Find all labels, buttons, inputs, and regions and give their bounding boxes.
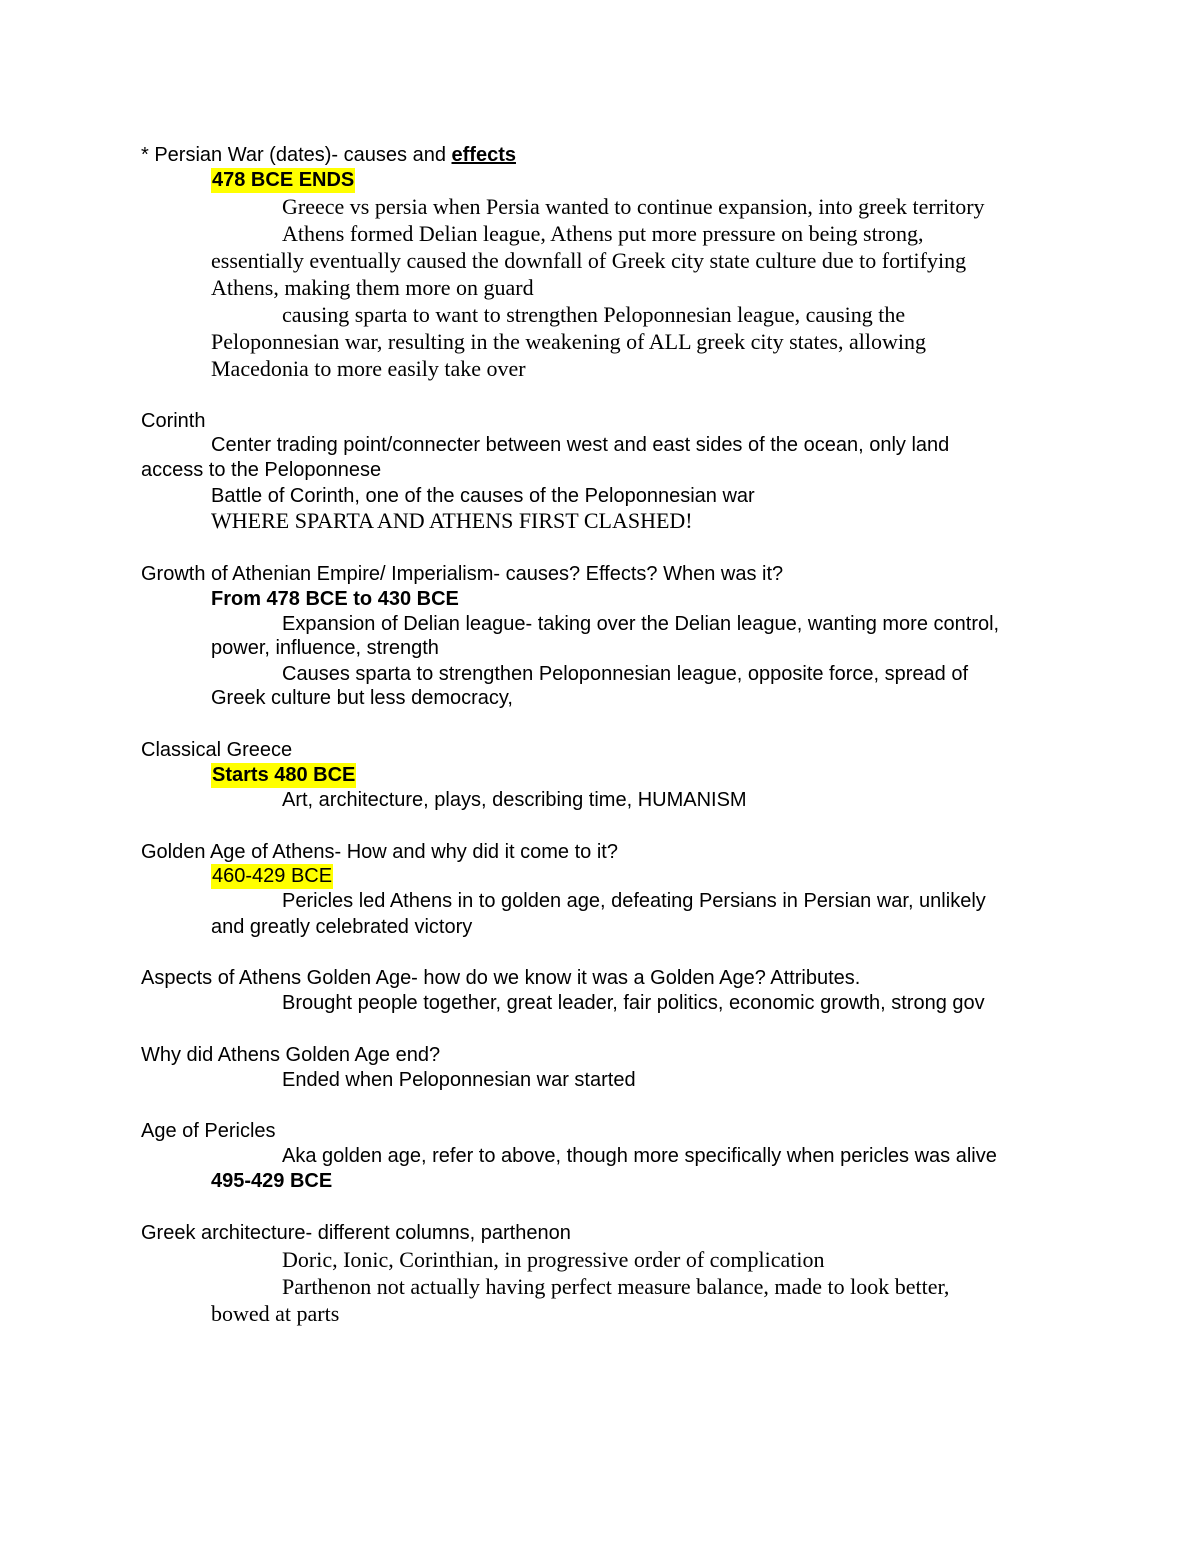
corinth-line-3: Battle of Corinth, one of the causes of the Peloponnesian war bbox=[211, 485, 755, 507]
architecture-line-1: Doric, Ionic, Corinthian, in progressive order of complication bbox=[282, 1247, 825, 1272]
end-heading: Why did Athens Golden Age end? bbox=[141, 1044, 441, 1066]
golden-age-line-2: and greatly celebrated victory bbox=[211, 916, 473, 938]
end-line-1: Ended when Peloponnesian war started bbox=[282, 1069, 636, 1091]
athenian-empire-line-2: power, influence, strength bbox=[211, 637, 439, 659]
architecture-line-3: bowed at parts bbox=[211, 1301, 340, 1326]
classical-greece-date-highlight: Starts 480 BCE bbox=[212, 764, 356, 786]
aspects-heading: Aspects of Athens Golden Age- how do we know it was a Golden Age? Attributes. bbox=[141, 967, 861, 989]
athenian-empire-line-4: Greek culture but less democracy, bbox=[211, 687, 513, 709]
corinth-line-2: access to the Peloponnese bbox=[141, 459, 382, 481]
aspects-line-1: Brought people together, great leader, fair politics, economic growth, strong gov bbox=[282, 992, 985, 1014]
persian-war-heading bbox=[141, 145, 516, 165]
pericles-line-1: Aka golden age, refer to above, though more specifically when pericles was alive bbox=[282, 1145, 997, 1167]
architecture-heading: Greek architecture- different columns, parthenon bbox=[141, 1222, 571, 1244]
classical-greece-line-1: Art, architecture, plays, describing time, HUMANISM bbox=[282, 789, 747, 811]
persian-war-line-6: Peloponnesian war, resulting in the weakening of ALL greek city states, allowing bbox=[211, 329, 926, 354]
golden-age-date bbox=[211, 866, 333, 886]
athenian-empire-line-1: Expansion of Delian league- taking over the Delian league, wanting more control, bbox=[282, 613, 1000, 635]
persian-war-heading-emphasis: effects bbox=[451, 144, 516, 166]
golden-age-heading: Golden Age of Athens- How and why did it come to it? bbox=[141, 841, 618, 863]
athenian-empire-date: From 478 BCE to 430 BCE bbox=[211, 588, 459, 610]
corinth-line-4: WHERE SPARTA AND ATHENS FIRST CLASHED! bbox=[211, 508, 693, 533]
pericles-date: 495-429 BCE bbox=[211, 1170, 333, 1192]
persian-war-line-3: essentially eventually caused the downfall of Greek city state culture due to fortifying bbox=[211, 248, 967, 273]
athenian-empire-heading: Growth of Athenian Empire/ Imperialism- causes? Effects? When was it? bbox=[141, 563, 784, 585]
persian-war-line-2: Athens formed Delian league, Athens put more pressure on being strong, bbox=[282, 221, 924, 246]
persian-war-line-5: causing sparta to want to strengthen Peloponnesian league, causing the bbox=[282, 302, 906, 327]
persian-war-date-highlight: 478 BCE ENDS bbox=[212, 169, 355, 191]
persian-war-heading-text: * Persian War (dates)- causes and bbox=[141, 144, 452, 166]
persian-war-line-1: Greece vs persia when Persia wanted to continue expansion, into greek territory bbox=[282, 194, 985, 219]
classical-greece-date bbox=[211, 765, 356, 785]
corinth-heading: Corinth bbox=[141, 410, 206, 432]
athenian-empire-line-3: Causes sparta to strengthen Peloponnesian league, opposite force, spread of bbox=[282, 663, 969, 685]
golden-age-date-highlight: 460-429 BCE bbox=[212, 865, 333, 887]
pericles-heading: Age of Pericles bbox=[141, 1120, 276, 1142]
persian-war-date bbox=[211, 170, 355, 190]
persian-war-line-4: Athens, making them more on guard bbox=[211, 275, 534, 300]
corinth-line-1: Center trading point/connecter between west and east sides of the ocean, only land bbox=[211, 434, 950, 456]
architecture-line-2: Parthenon not actually having perfect measure balance, made to look better, bbox=[282, 1274, 950, 1299]
golden-age-line-1: Pericles led Athens in to golden age, defeating Persians in Persian war, unlikely bbox=[282, 890, 986, 912]
persian-war-line-7: Macedonia to more easily take over bbox=[211, 356, 526, 381]
classical-greece-heading: Classical Greece bbox=[141, 739, 293, 761]
